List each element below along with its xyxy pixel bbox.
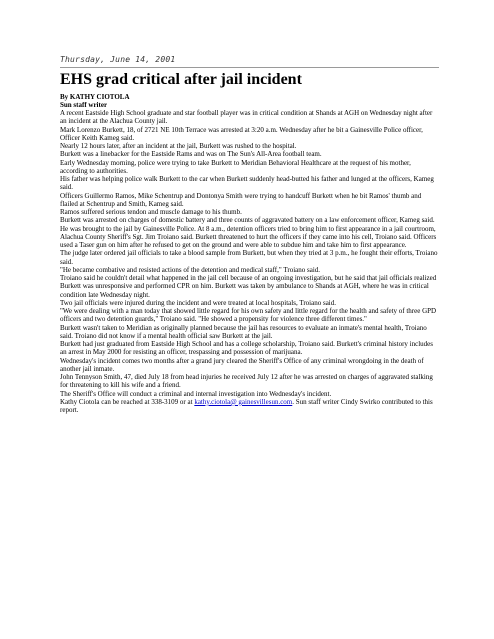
article-byline: By KATHY CIOTOLA	[60, 93, 130, 101]
closing-text-before: Kathy Ciotola can be reached at 338-3109 or at	[60, 397, 195, 406]
article-paragraph: John Tennyson Smith, 47, died July 18 from head injuries he received July 12 after he was arrested on charges of aggravated stalking for threatening to kill his wife and a friend.	[60, 373, 433, 390]
article-paragraph: Ramos suffered serious tendon and muscle damage to his thumb.	[60, 208, 242, 216]
article-paragraph: A recent Eastside High School graduate and star football player was in critical condition at Shands at AGH on Wednesday night after an incident at the Alachua County jail.	[60, 109, 433, 126]
article-paragraph: He was brought to the jail by Gainesville Police. At 8 a.m., detention officers tried to bring him to first appearance in a jail courtroom, Alachua County Sheriff's Sgt. Jim Troiano said. Burkett threatened to hurt the officers if they came into his cell, Troiano said. Officers used a Taser gun on him after he refused to get on the ground and were able to subdue him and take him to first appearance.	[60, 224, 437, 249]
article-paragraph: His father was helping police walk Burkett to the car when Burkett suddenly head-butted his father and lunged at the officers, Kameg said.	[60, 175, 434, 192]
article-paragraph: The judge later ordered jail officials to take a blood sample from Burkett, but when they tried at 3 p.m., he fought their efforts, Troiano said.	[60, 249, 438, 266]
article-paragraph: "He became combative and resisted actions of the detention and medical staff," Troiano said.	[60, 265, 321, 274]
date-divider	[60, 67, 439, 68]
article-paragraph: Burkett was arrested on charges of domestic battery and three counts of aggravated battery on a law enforcement officer, Kameg said.	[60, 216, 435, 225]
article-paragraph: Burkett had just graduated from Eastside High School and has a college scholarship, Troiano said. Burkett's criminal history includes an arrest in May 2000 for resisting an officer, trespassing and possession of marijuana.	[60, 340, 433, 357]
author-role: Sun staff writer	[60, 101, 108, 109]
article-paragraph: Early Wednesday morning, police were trying to take Burkett to Meridian Behavioral Healthcare at the request of his mother, according to authorities.	[60, 158, 411, 175]
article-paragraph: "We were dealing with a man today that showed little regard for his own safety and little regard for the health and safety of three GPD officers and two detention guards," Troiano said. "He showed a propensity for violence three different times."	[60, 307, 437, 324]
article-paragraph: Mark Lorenzo Burkett, 18, of 2721 NE 10th Terrace was arrested at 3:20 a.m. Wednesday after he bit a Gainesville Police officer, Officer Keith Kameg said.	[60, 125, 423, 142]
article-body	[60, 109, 439, 414]
closing-paragraph	[60, 398, 439, 415]
closing-text-after: . Sun staff writer Cindy Swirko contributed to this report.	[60, 397, 433, 414]
article-paragraph: Officers Guillermo Ramos, Mike Schentrup and Dontonya Smith were trying to handcuff Burkett when he bit Ramos' thumb and flailed at Schentrup and Smith, Kameg said.	[60, 191, 422, 208]
article-paragraph: Burkett was a linebacker for the Eastside Rams and was on The Sun's All-Area football team.	[60, 150, 322, 159]
article-paragraph: Two jail officials were injured during the incident and were treated at local hospitals, Troiano said.	[60, 298, 337, 307]
author-email-link[interactable]: kathy.ciotola@ gainesvillesun.com	[194, 397, 293, 406]
article-paragraph: Nearly 12 hours later, after an incident at the jail, Burkett was rushed to the hospital.	[60, 142, 297, 150]
article-paragraph: The Sheriff's Office will conduct a criminal and internal investigation into Wednesday's incident.	[60, 389, 332, 398]
article-headline: EHS grad critical after jail incident	[60, 71, 302, 88]
article-paragraph: Burkett wasn't taken to Meridian as originally planned because the jail has resources to evaluate an inmate's mental health, Troiano said. Troiano did not know if a mental health official saw Burkett at the jail.	[60, 323, 427, 340]
article-date: Thursday, June 14, 2001	[60, 55, 176, 64]
article-paragraph: Troiano said he couldn't detail what happened in the jail cell because of an ongoing investigation, but he said that jail officials realized Burkett was unresponsive and performed CPR on him. Burkett was taken by ambulance to Shands at AGH, where he was in critical condition late Wednesday night.	[60, 274, 437, 299]
article-paragraph: Wednesday's incident comes two months after a grand jury cleared the Sheriff's Office of any criminal wrongdoing in the death of another jail inmate.	[60, 356, 424, 373]
